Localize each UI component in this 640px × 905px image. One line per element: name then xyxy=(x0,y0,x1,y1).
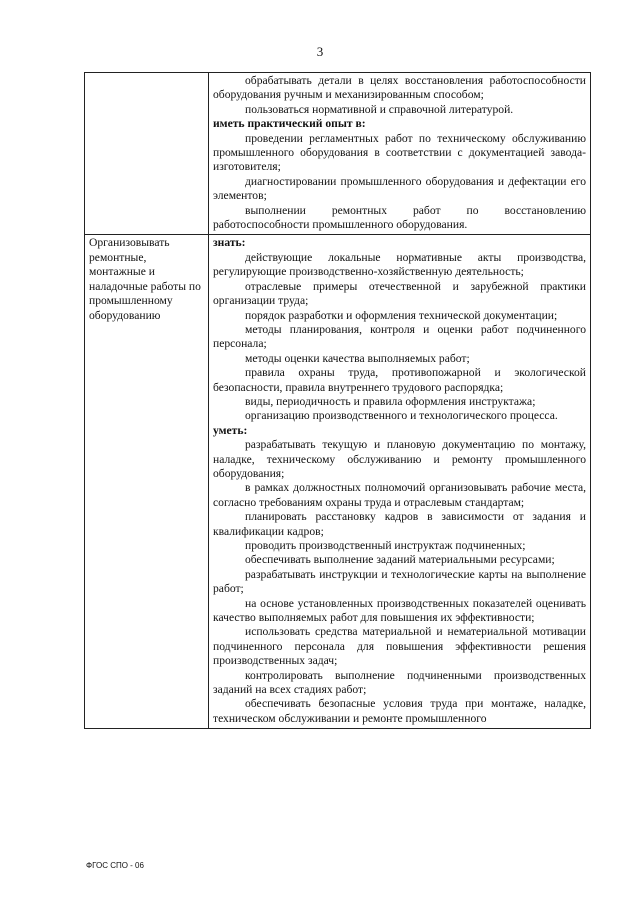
requirement-item: действующие локальные нормативные акты производства, регулирующие производственно-хозяйственную деятельность; xyxy=(213,250,586,279)
competency-table xyxy=(84,72,591,729)
requirement-item: проведении регламентных работ по техническому обслуживанию промышленного оборудования в соответствии с документацией завода-изготовителя; xyxy=(213,131,586,174)
requirements-cell xyxy=(209,73,591,235)
table-body xyxy=(85,73,591,729)
table-row xyxy=(85,73,591,235)
requirement-item: выполнении ремонтных работ по восстановлению работоспособности промышленного оборудования. xyxy=(213,203,586,232)
competency-cell xyxy=(85,73,209,235)
requirement-item: контролировать выполнение подчиненными производственных заданий на всех стадиях работ; xyxy=(213,668,586,697)
requirement-item: обрабатывать детали в целях восстановления работоспособности оборудования ручным и механизированным способом; xyxy=(213,74,586,102)
requirement-item: разрабатывать текущую и плановую документацию по монтажу, наладке, техническому обслуживанию и ремонту промышленного оборудования; xyxy=(213,438,586,480)
table-row xyxy=(85,235,591,729)
requirement-item: на основе установленных производственных показателей оценивать качество выполняемых работ для повышения их эффективности; xyxy=(213,596,586,625)
page-number: 3 xyxy=(316,44,324,59)
requirement-item: порядок разработки и оформления технической документации; xyxy=(245,308,558,322)
section-heading: иметь практический опыт в: xyxy=(213,117,366,131)
section-heading: уметь: xyxy=(213,423,248,437)
requirement-item: проводить производственный инструктаж подчиненных; xyxy=(245,539,526,552)
requirement-item: правила охраны труда, противопожарной и экологической безопасности, правила внутреннего трудового распорядка; xyxy=(213,366,586,394)
section-heading: знать: xyxy=(213,236,246,250)
footer-code: ФГОС СПО - 06 xyxy=(86,861,144,870)
requirements-cell xyxy=(209,235,591,729)
requirement-item: использовать средства материальной и нематериальной мотивации подчиненного персонала для повышения эффективности решения производственных задач; xyxy=(213,625,586,668)
requirement-item: планировать расстановку кадров в зависимости от задания и квалификации кадров; xyxy=(213,510,586,538)
requirement-item: виды, периодичность и правила оформления инструктажа; xyxy=(245,394,536,408)
requirement-item: диагностировании промышленного оборудования и дефектации его элементов; xyxy=(213,174,586,203)
competency-text: Организовывать ремонтные, монтажные и наладочные работы по промышленному оборудованию xyxy=(89,236,201,322)
requirement-item: отраслевые примеры отечественной и зарубежной практики организации труда; xyxy=(213,279,586,308)
competency-cell xyxy=(85,235,209,729)
requirement-item: в рамках должностных полномочий организовывать рабочие места, согласно требованиям охраны труда и отраслевым стандартам; xyxy=(213,481,586,509)
requirement-item: обеспечивать выполнение заданий материальными ресурсами; xyxy=(245,553,555,567)
requirement-item: разрабатывать инструкции и технологические карты на выполнение работ; xyxy=(213,567,586,596)
requirement-item: методы планирования, контроля и оценки работ подчиненного персонала; xyxy=(213,322,586,351)
requirement-item: пользоваться нормативной и справочной литературой. xyxy=(245,102,514,116)
requirement-item: методы оценки качества выполняемых работ; xyxy=(245,351,470,365)
requirement-item: организацию производственного и технологического процесса. xyxy=(245,409,558,423)
requirement-item: обеспечивать безопасные условия труда при монтаже, наладке, техническом обслуживании и ремонте промышленного xyxy=(213,697,586,725)
